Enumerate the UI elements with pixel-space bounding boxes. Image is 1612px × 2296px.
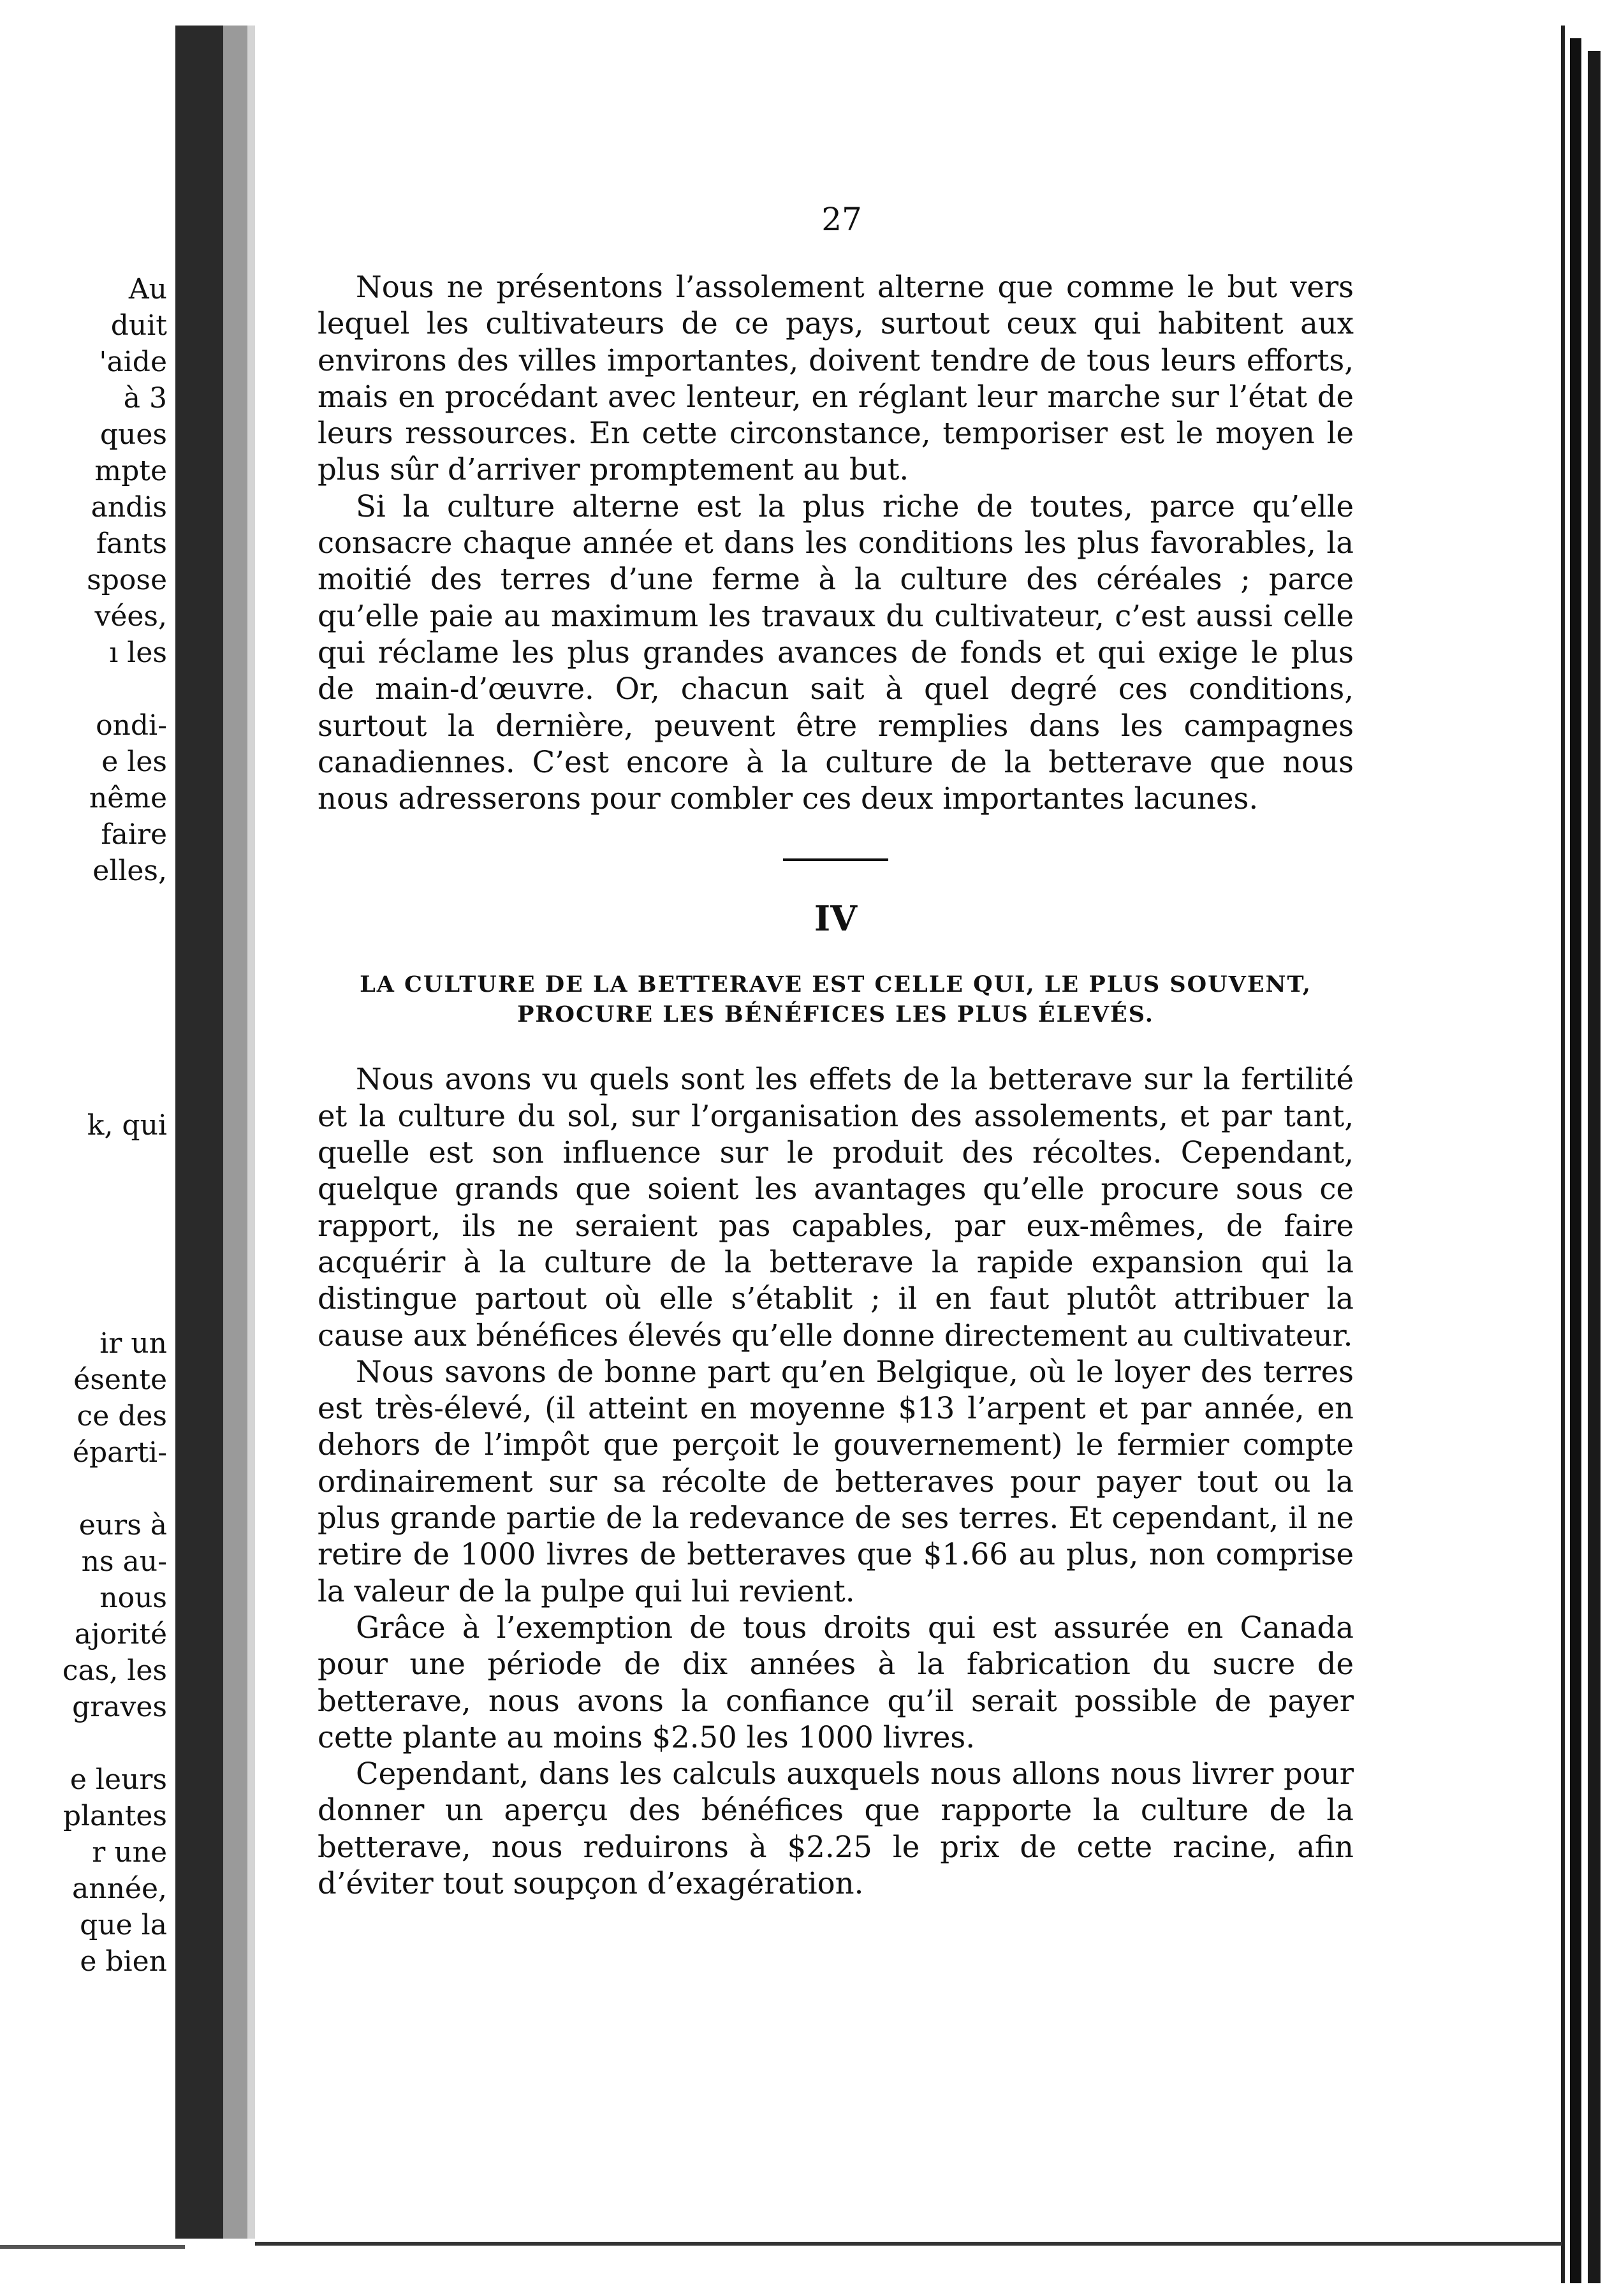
left-page-line: mpte bbox=[94, 455, 167, 487]
section-divider bbox=[783, 858, 888, 861]
left-page-line: Au bbox=[128, 273, 167, 305]
left-page-line: nême bbox=[89, 782, 167, 814]
left-page-line: plantes bbox=[62, 1800, 167, 1832]
section-numeral: IV bbox=[814, 898, 858, 939]
left-page-line: que la bbox=[80, 1909, 167, 1941]
left-page-bottom-edge bbox=[0, 2245, 185, 2249]
paragraph-section-4: Cependant, dans les calculs auxquels nous allons nous livrer pour donner un aperçu des bénéfices que rapporte la culture de la betterave, nous reduirons à $2.25 le prix de cette racine, afin d’éviter tout soupçon d’exagération. bbox=[318, 1756, 1354, 1901]
left-page-line: eurs à bbox=[78, 1509, 167, 1542]
left-page-line: à 3 bbox=[123, 382, 167, 415]
page-stack-edge bbox=[1570, 38, 1581, 2283]
left-page-line: ques bbox=[99, 418, 167, 451]
paragraph-section-1: Nous avons vu quels sont les effets de la betterave sur la fertilité et la culture du sol, sur l’organisation des assolements, et par tant, quelle est son influence sur le produit des récoltes. Cependant, quelque grands que soient les avantages qu’elle procure sous ce rapport, ils ne seraient pas capables, par eux-mêmes, de faire acquérir à la culture de la betterave la rapide expansion qui la distingue partout où elle s’établit ; il en faut plutôt attribuer la cause aux bénéfices élevés qu’elle donne directement au cultivateur. bbox=[318, 1062, 1354, 1353]
left-page-line: e bien bbox=[80, 1945, 167, 1978]
left-page-line: elles, bbox=[92, 855, 167, 887]
left-page-line: ce des bbox=[77, 1400, 167, 1432]
left-page-line: année, bbox=[72, 1873, 167, 1905]
left-page-line: 'aide bbox=[99, 346, 167, 378]
book-gutter-midtone bbox=[223, 26, 247, 2239]
left-page-line: k, qui bbox=[87, 1109, 167, 1142]
paragraph-section-2: Nous savons de bonne part qu’en Belgique, où le loyer des terres est très-élevé, (il atteint en moyenne $13 l’arpent et par année, en dehors de l’impôt que perçoit le gouvernement) le fermier compte ordinairement sur sa récolte de betteraves pour payer tout ou la plus grande partie de la redevance de ses terres. Et cependant, il ne retire de 1000 livres de betteraves que $1.66 au plus, non comprise la valeur de la pulpe qui lui revient. bbox=[318, 1354, 1354, 1608]
left-page-line: ir un bbox=[99, 1327, 167, 1360]
main-text-block bbox=[318, 269, 1354, 1902]
left-page-line: ns au- bbox=[81, 1545, 167, 1578]
left-page-line: faire bbox=[101, 818, 167, 851]
left-page-line: r une bbox=[92, 1836, 167, 1869]
page-right-edge bbox=[1561, 26, 1565, 2283]
left-page-line: e les bbox=[101, 746, 167, 778]
left-page-line: spose bbox=[87, 564, 167, 596]
page-bottom-edge bbox=[255, 2242, 1562, 2246]
left-page-line: andis bbox=[91, 491, 167, 524]
left-page-line: ésente bbox=[73, 1364, 167, 1396]
left-page-line: graves bbox=[72, 1691, 167, 1723]
section-title-line-2: PROCURE LES BÉNÉFICES LES PLUS ÉLEVÉS. bbox=[517, 1001, 1154, 1028]
left-page-line: ondi- bbox=[96, 709, 167, 742]
left-page-line: e leurs bbox=[70, 1763, 167, 1796]
section-body bbox=[318, 1061, 1354, 1902]
paragraph-intro-1: Nous ne présentons l’assolement alterne que comme le but vers lequel les cultivateurs de ce pays, surtout ceux qui habitent aux environs des villes importantes, doivent tendre de tous leurs efforts, mais en procédant avec lenteur, en réglant leur marche sur l’état de leurs ressources. En cette circonstance, temporiser est le moyen le plus sûr d’arriver promptement au but. bbox=[318, 270, 1354, 487]
book-gutter-highlight bbox=[247, 26, 255, 2239]
paragraph-section-3: Grâce à l’exemption de tous droits qui est assurée en Canada pour une période de dix années à la fabrication du sucre de betterave, nous avons la confiance qu’il serait possible de payer cette plante au moins $2.50 les 1000 livres. bbox=[318, 1610, 1354, 1755]
left-page-line: duit bbox=[110, 309, 167, 342]
cover-edge bbox=[1588, 51, 1601, 2283]
paragraph-intro-2: Si la culture alterne est la plus riche de toutes, parce qu’elle consacre chaque année et dans les conditions les plus favorables, la moitié des terres d’une ferme à la culture des céréales ; parce qu’elle paie au maximum les travaux du cultivateur, c’est aussi celle qui réclame les plus grandes avances de fonds et qui exige le plus de main-d’œuvre. Or, chacun sait à quel degré ces conditions, surtout la dernière, peuvent être remplies dans les campagnes canadiennes. C’est encore à la culture de la betterave que nous nous adresserons pour combler ces deux importantes lacunes. bbox=[318, 489, 1354, 816]
left-page-line: ı les bbox=[109, 637, 167, 669]
section-title-line-1: LA CULTURE DE LA BETTERAVE EST CELLE QUI, LE PLUS SOUVENT, bbox=[360, 971, 1312, 998]
book-gutter-shadow bbox=[175, 26, 223, 2239]
left-page-line: vées, bbox=[94, 600, 167, 633]
left-page-line: éparti- bbox=[72, 1436, 167, 1469]
left-page-line: fants bbox=[96, 527, 167, 560]
page-number: 27 bbox=[821, 201, 862, 238]
left-page-line: nous bbox=[99, 1582, 167, 1614]
section-title bbox=[318, 969, 1354, 1029]
left-page-line: ajorité bbox=[74, 1618, 167, 1651]
left-page-line: cas, les bbox=[62, 1654, 167, 1687]
left-page-fragments bbox=[0, 271, 167, 2184]
